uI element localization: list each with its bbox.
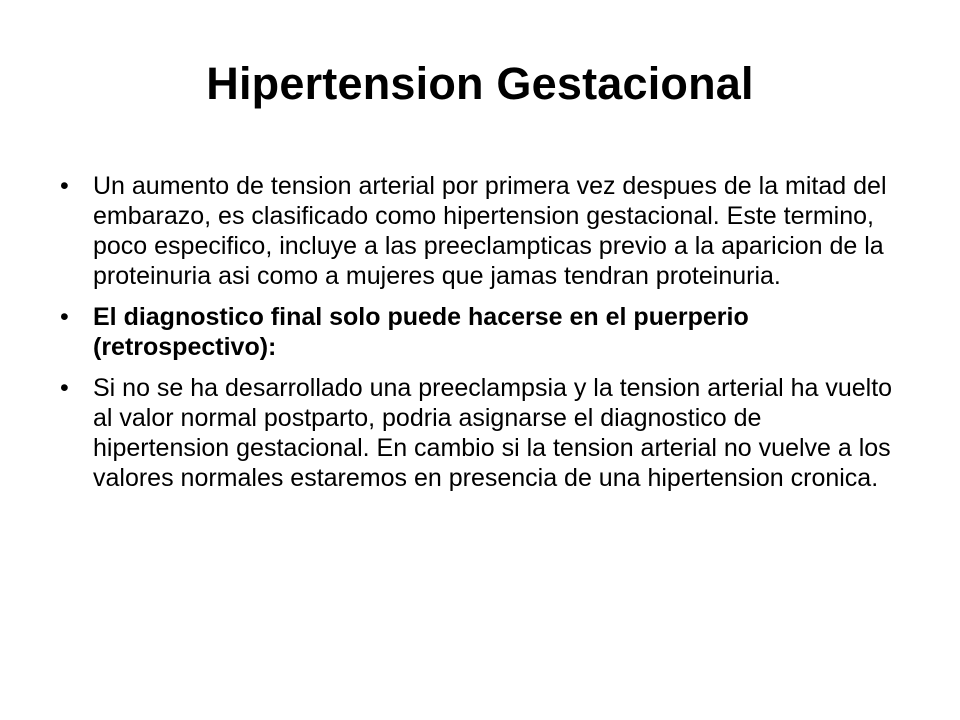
bullet-item <box>60 302 900 362</box>
bullet-text: Si no se ha desarrollado una preeclampsia y la tension arterial ha vuelto al valor normal postparto, podria asignarse el diagnostico de hipertension gestacional. En cambio si la tension arterial no vuelve a los valores normales estaremos en presencia de una hipertension cronica. <box>93 374 893 492</box>
bullet-icon: • <box>60 172 69 200</box>
bullet-item <box>60 171 900 291</box>
bullet-icon: • <box>60 303 69 331</box>
bullet-text: Un aumento de tension arterial por primera vez despues de la mitad del embarazo, es clasificado como hipertension gestacional. Este termino, poco especifico, incluye a las preeclampticas previo a la aparicion de la proteinuria asi como a mujeres que jamas tendran proteinuria. <box>93 172 887 290</box>
bullet-list <box>60 171 900 504</box>
bullet-item <box>60 373 900 493</box>
slide-title: Hipertension Gestacional <box>206 58 754 109</box>
bullet-icon: • <box>60 374 69 402</box>
bullet-text: El diagnostico final solo puede hacerse en el puerperio (retrospectivo): <box>93 303 749 361</box>
